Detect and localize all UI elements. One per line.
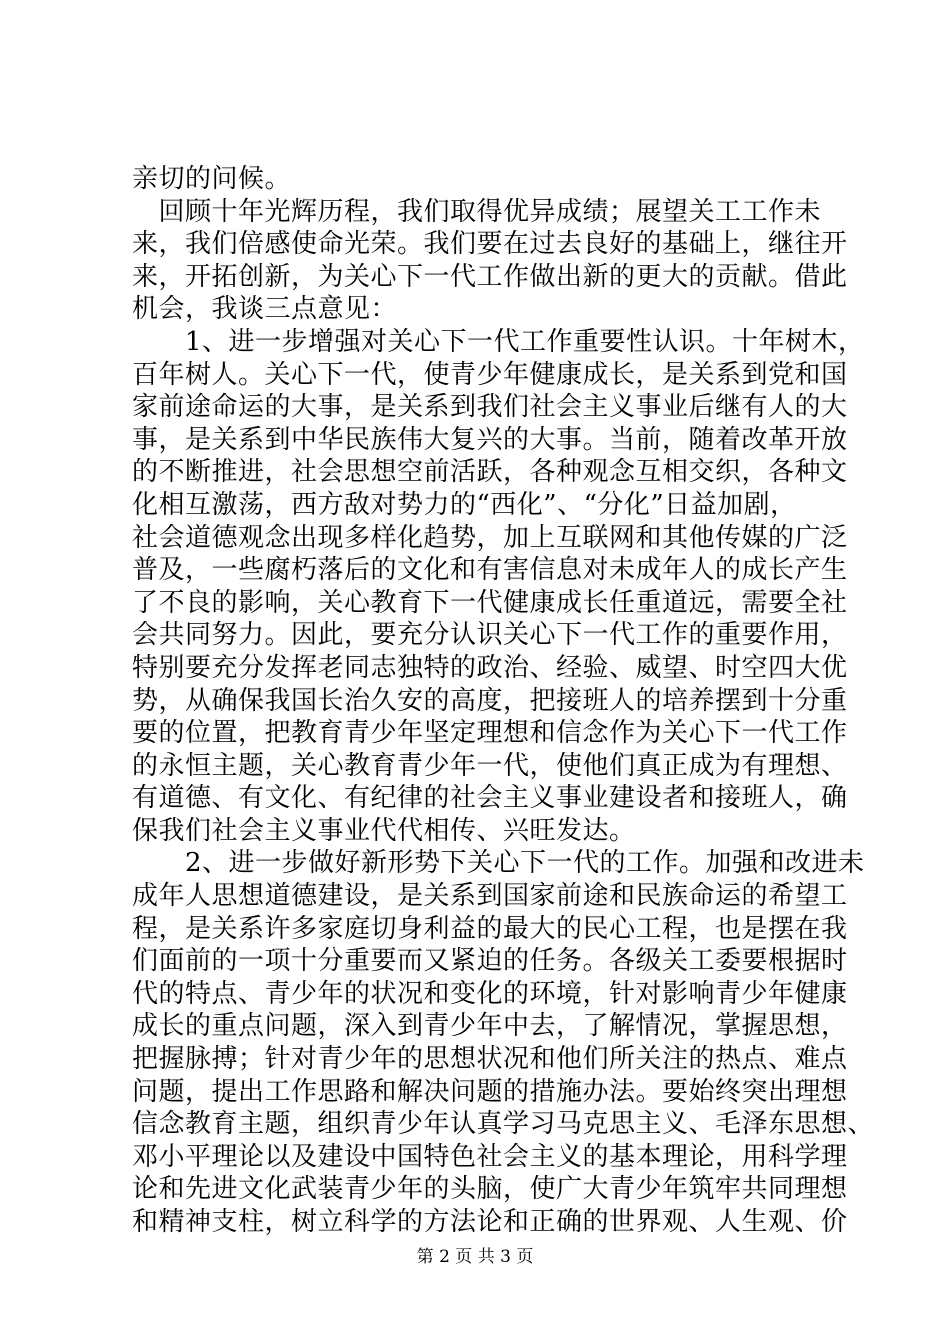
text-line: 论和先进文化武装青少年的头脑，使广大青少年筑牢共同理想 <box>132 1174 848 1205</box>
text-line: 特别要充分发挥老同志独特的政治、经验、威望、时空四大优 <box>132 652 848 683</box>
text-line: 来，我们倍感使命光荣。我们要在过去良好的基础上，继往开 <box>132 229 848 260</box>
text-line: 百年树人。关心下一代，使青少年健康成长，是关系到党和国 <box>132 359 848 390</box>
text-line: 机会，我谈三点意见： <box>132 294 398 325</box>
text-line: 的永恒主题，关心教育青少年一代，使他们真正成为有理想、 <box>132 750 848 781</box>
text-line: 1、进一步增强对关心下一代工作重要性认识。十年树木， <box>132 326 865 357</box>
text-line: 亲切的问候。 <box>132 164 292 194</box>
text-line: 普及，一些腐朽落后的文化和有害信息对未成年人的成长产生 <box>132 555 848 586</box>
text-line: 事，是关系到中华民族伟大复兴的大事。当前，随着改革开放 <box>132 424 848 455</box>
text-line: 家前途命运的大事，是关系到我们社会主义事业后继有人的大 <box>132 392 848 423</box>
text-line: 成年人思想道德建设，是关系到国家前途和民族命运的希望工 <box>132 881 848 912</box>
text-line: 会共同努力。因此，要充分认识关心下一代工作的重要作用， <box>132 620 848 651</box>
text-line: 的不断推进，社会思想空前活跃，各种观念互相交织，各种文 <box>132 457 848 488</box>
text-line: 势，从确保我国长治久安的高度，把接班人的培养摆到十分重 <box>132 685 848 716</box>
text-line: 回顾十年光辉历程，我们取得优异成绩；展望关工工作未 <box>132 196 822 227</box>
text-line: 来，开拓创新，为关心下一代工作做出新的更大的贡献。借此 <box>132 261 848 292</box>
body-text <box>132 163 875 1239</box>
text-line: 要的位置，把教育青少年坚定理想和信念作为关心下一代工作 <box>132 718 848 749</box>
text-line: 把握脉搏；针对青少年的思想状况和他们所关注的热点、难点 <box>132 1044 848 1075</box>
text-line: 2、进一步做好新形势下关心下一代的工作。加强和改进未 <box>132 848 865 879</box>
text-line: 保我们社会主义事业代代相传、兴旺发达。 <box>132 815 636 846</box>
text-line: 和精神支柱，树立科学的方法论和正确的世界观、人生观、价 <box>132 1207 848 1237</box>
page-indicator: 第 2 页 共 3 页 <box>416 1247 534 1267</box>
text-line: 社会道德观念出现多样化趋势，加上互联网和其他传媒的广泛 <box>132 522 848 553</box>
text-line: 代的特点、青少年的状况和变化的环境，针对影响青少年健康 <box>132 978 848 1009</box>
text-line: 化相互激荡，西方敌对势力的“西化”、“分化”日益加剧， <box>132 489 797 520</box>
text-line: 们面前的一项十分重要而又紧迫的任务。各级关工委要根据时 <box>132 946 848 977</box>
text-line: 邓小平理论以及建设中国特色社会主义的基本理论，用科学理 <box>132 1141 848 1172</box>
text-line: 问题，提出工作思路和解决问题的措施办法。要始终突出理想 <box>132 1076 848 1107</box>
text-line: 程，是关系许多家庭切身利益的最大的民心工程，也是摆在我 <box>132 913 848 944</box>
page-footer <box>0 1246 950 1268</box>
text-line: 有道德、有文化、有纪律的社会主义事业建设者和接班人，确 <box>132 783 848 814</box>
text-line: 了不良的影响，关心教育下一代健康成长任重道远，需要全社 <box>132 587 848 618</box>
text-line: 成长的重点问题，深入到青少年中去，了解情况，掌握思想， <box>132 1011 848 1042</box>
text-line: 信念教育主题，组织青少年认真学习马克思主义、毛泽东思想、 <box>132 1109 875 1140</box>
